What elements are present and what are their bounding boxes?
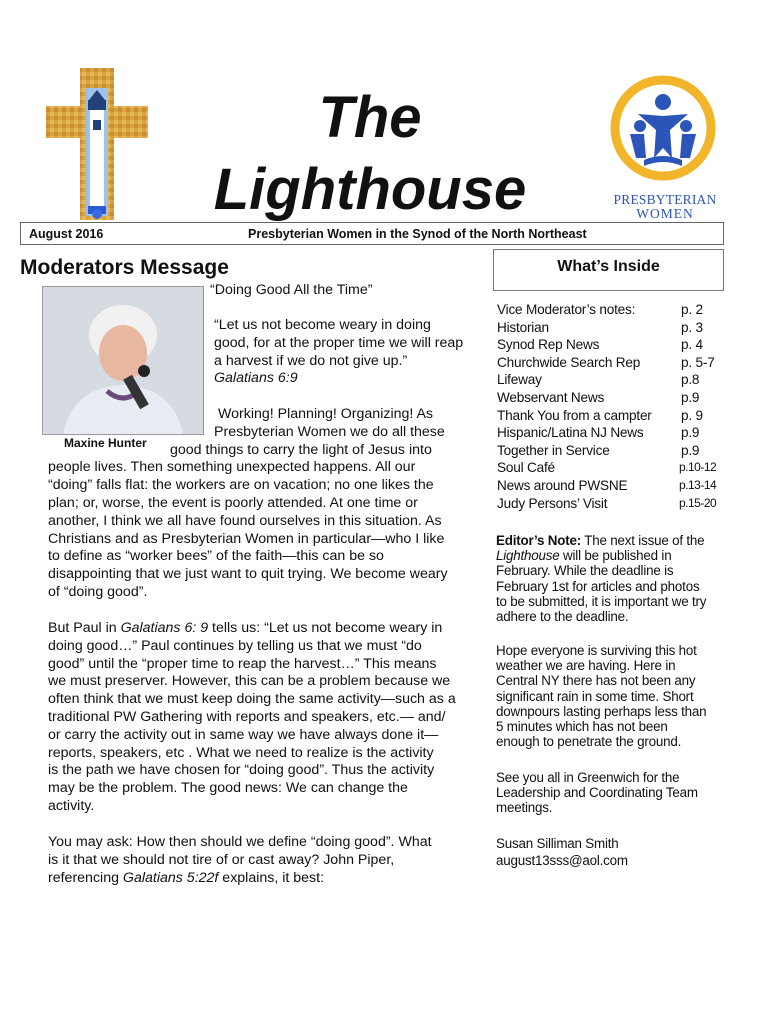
toc-entry-page: p.13-14 <box>679 478 717 492</box>
toc-entry-label: Historian <box>497 319 549 335</box>
text-run: explains, it best: <box>218 869 325 886</box>
logo-text-line-2: WOMEN <box>636 206 694 221</box>
toc-entry-page: p. 5-7 <box>681 354 715 370</box>
paragraph-line: of “doing good”. <box>48 583 148 600</box>
issue-date: August 2016 <box>29 227 104 241</box>
weather-line: downpours lasting perhaps less than <box>496 703 707 719</box>
toc-entry-label: Judy Persons’ Visit <box>497 495 608 511</box>
toc-entry <box>497 407 725 425</box>
greenwich-line: meetings. <box>496 800 553 816</box>
text-run: But Paul in <box>48 620 121 636</box>
toc-entry <box>497 336 725 354</box>
title-line-2: Lighthouse <box>213 157 527 222</box>
greenwich-paragraph <box>496 770 724 816</box>
greenwich-line: Leadership and Coordinating Team <box>496 785 698 801</box>
paragraph-line: “doing” falls flat: the workers are on vacation; no one likes the <box>48 477 434 494</box>
signature-name: Susan Silliman Smith <box>496 836 619 851</box>
toc-entry-label: Webservant News <box>497 390 605 405</box>
paragraph-1-wrap <box>210 406 485 442</box>
masthead-subtitle: Presbyterian Women in the Synod of the North Northeast <box>248 227 587 241</box>
paragraph-line: You may ask: How then should we define “doing good”. What <box>48 834 432 850</box>
toc-entry-page: p.9 <box>681 425 700 441</box>
toc-entry <box>497 301 725 319</box>
toc-entry-label: Churchwide Search Rep <box>497 354 641 370</box>
paragraph-1-body <box>48 459 488 601</box>
verse-quote <box>214 317 463 388</box>
text-run: referencing <box>48 869 123 886</box>
paragraph-line: may be the problem. The good news: We can change the <box>48 780 408 797</box>
weather-line: weather we are having. Here in <box>496 658 676 674</box>
weather-line: 5 minutes which has not been <box>496 719 668 735</box>
toc-entry-label: Hispanic/Latina NJ News <box>497 425 644 441</box>
toc-entry <box>497 424 725 442</box>
paragraph-line: disappointing that we just want to quit trying. We become weary <box>48 566 448 583</box>
paragraph-3 <box>48 834 488 887</box>
photo-caption: Maxine Hunter <box>64 436 147 450</box>
toc-entry-page: p.8 <box>681 372 700 388</box>
greenwich-line: See you all in Greenwich for the <box>496 770 680 785</box>
paragraph-line: another, I think we all have found ourselves in this situation. As <box>48 512 442 529</box>
paragraph-line: Christians and as Presbyterian Women in particular—who I like <box>48 530 445 547</box>
paragraph-line: we must preserver. However, this can be a problem because we <box>48 673 451 690</box>
weather-line: significant rain in some time. Short <box>496 688 694 704</box>
paragraph-1-line-3 <box>170 442 432 460</box>
verse-line: “Let us not become weary in doing <box>214 317 431 333</box>
paragraph-line: people lives. Then something unexpected happens. All our <box>48 459 416 476</box>
logo-text-line-1: PRESBYTERIAN <box>613 192 717 207</box>
verse-line: good, for at the proper time we will reap <box>214 334 464 351</box>
paragraph-line: plan; or, worse, the event is poorly attended. At one time or <box>48 494 418 511</box>
publication-title: Lighthouse <box>496 548 560 564</box>
paragraph-line: good things to carry the light of Jesus into <box>170 441 432 458</box>
quote-title-text: “Doing Good All the Time” <box>210 282 373 298</box>
toc-entry-label: Lifeway <box>497 372 542 388</box>
presbyterian-women-logo <box>600 68 726 220</box>
toc-entry <box>497 354 725 372</box>
paragraph-line: to define as “worker bees” of the faith—this can be so <box>48 548 384 565</box>
editors-note-line: to be submitted, it is important we try <box>496 593 707 609</box>
title-line-1: The <box>318 85 422 150</box>
toc-entry-label: Together in Service <box>497 442 610 458</box>
scripture-ref: Galatians 5:22f <box>122 869 219 886</box>
verse-reference: Galatians 6:9 <box>214 370 298 387</box>
toc-entry-page: p.9 <box>681 442 700 458</box>
editors-note-line <box>496 533 724 548</box>
toc-entry <box>497 459 725 477</box>
toc-entry-label: Synod Rep News <box>497 337 600 353</box>
paragraph-line: is it that we should not tire of or cast away? John Piper, <box>48 851 395 868</box>
weather-line: Hope everyone is surviving this hot <box>496 643 697 658</box>
masthead-info-bar <box>20 222 724 245</box>
paragraph-line: doing good…” Paul continues by telling us that we must “do <box>48 637 422 654</box>
toc-entry-page: p. 3 <box>681 319 703 335</box>
paragraph-line: reports, speakers, etc . What we need to realize is the activity <box>48 744 434 761</box>
toc-entry <box>497 477 725 495</box>
paragraph-2 <box>48 620 488 816</box>
text-run: tells us: “Let us not become weary in <box>208 620 443 636</box>
toc-entry <box>497 442 725 460</box>
text-run: The next issue of the <box>581 533 705 548</box>
scripture-ref: Galatians 6: 9 <box>120 620 209 636</box>
weather-line: enough to penetrate the ground. <box>496 734 682 750</box>
weather-line: Central NY there has not been any <box>496 673 696 689</box>
paragraph-line: Presbyterian Women we do all these <box>214 423 445 440</box>
section-heading-moderators: Moderators Message <box>20 256 229 279</box>
toc-entry-page: p. 9 <box>681 407 703 423</box>
editors-note-line: February 1st for articles and photos <box>496 578 700 594</box>
lighthouse-cross-image <box>46 68 148 220</box>
paragraph-line: traditional PW Gathering with reports and speakers, etc.— and/ <box>48 708 446 725</box>
logo-emblem-icon <box>600 68 726 186</box>
text-run: will be published in <box>559 548 672 564</box>
toc-entry-page: p.9 <box>681 390 700 405</box>
toc-entry-page: p.15-20 <box>679 495 717 510</box>
paragraph-line: or carry the activity out in same way we have always done it— <box>48 726 439 743</box>
editors-note-label: Editor’s Note: <box>496 533 581 548</box>
signature-email[interactable]: august13sss@aol.com <box>496 853 628 869</box>
paragraph-line <box>48 620 488 638</box>
toc-entry-label: News around PWSNE <box>497 478 628 493</box>
editors-note <box>496 533 724 624</box>
weather-paragraph <box>496 643 724 749</box>
quote-title <box>210 282 372 300</box>
toc-entry-label: Soul Café <box>497 460 555 476</box>
editors-note-line: adhere to the deadline. <box>496 609 629 625</box>
portrait-image <box>43 287 203 434</box>
paragraph-line: often think that we must keep doing the same activity—such as a <box>48 691 456 708</box>
paragraph-line: activity. <box>48 797 95 814</box>
paragraph-line: good” until the “proper time to reap the harvest…” This means <box>48 655 437 672</box>
paragraph-line: Working! Planning! Organizing! As <box>218 406 434 422</box>
editors-note-line <box>496 548 724 563</box>
verse-line: a harvest if we do not give up.” <box>214 352 408 369</box>
newsletter-title <box>200 85 540 222</box>
toc-entry <box>497 495 725 513</box>
toc-entry <box>497 371 725 389</box>
toc-entry-label: Vice Moderator’s notes: <box>497 302 636 317</box>
toc-entry <box>497 389 725 407</box>
toc-entry <box>497 319 725 337</box>
toc-entry-page: p. 4 <box>681 337 703 353</box>
maxine-hunter-photo <box>42 286 204 435</box>
toc-entry-page: p.10-12 <box>679 460 717 475</box>
toc-entry-label: Thank You from a campter <box>497 407 652 423</box>
whats-inside-heading: What’s Inside <box>557 258 660 275</box>
toc-entry-page: p. 2 <box>681 302 703 317</box>
paragraph-line <box>48 870 488 888</box>
whats-inside-box <box>493 249 724 291</box>
editors-note-line: February. While the deadline is <box>496 563 674 579</box>
paragraph-line: is the path we have chosen for “doing good”. Thus the activity <box>48 762 435 779</box>
signature-block <box>496 836 724 868</box>
